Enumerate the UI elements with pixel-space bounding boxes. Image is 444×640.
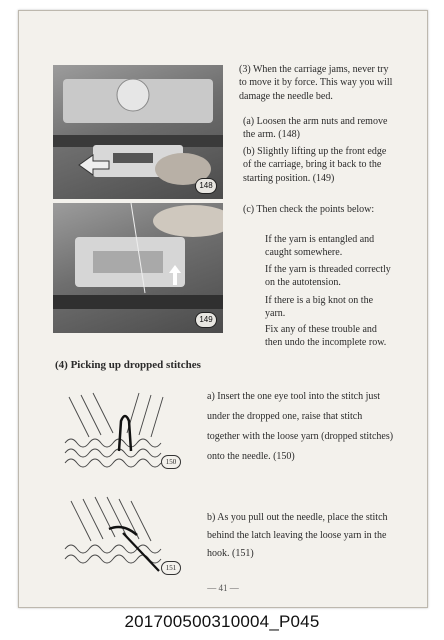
step4-a-text: a) Insert the one eye tool into the stitch just under the dropped one, raise that stitch together with the loose yarn (dropped stitches) onto the needle. (150) bbox=[207, 391, 394, 462]
step3-c2-text: If the yarn is threaded correctly on the autotension. bbox=[265, 264, 391, 289]
section4-heading bbox=[55, 359, 355, 372]
step3-intro-text: (3) When the carriage jams, never try to move it by force. This way you will damage the needle bed. bbox=[239, 64, 393, 102]
image-caption: 201700500310004_P045 bbox=[124, 612, 320, 631]
figure-label-151 bbox=[161, 561, 181, 575]
step3-c1-text: If the yarn is entangled and caught somewhere. bbox=[265, 234, 375, 259]
step3-c1 bbox=[265, 233, 395, 260]
step4-b-text: b) As you pull out the needle, place the stitch behind the latch leaving the loose yarn in the hook. (151) bbox=[207, 512, 388, 559]
figure-label-150-text: 150 bbox=[165, 458, 177, 466]
step3-c bbox=[243, 203, 395, 216]
step3-intro bbox=[239, 63, 395, 103]
book-page bbox=[18, 10, 428, 608]
step3-c4-text: Fix any of these trouble and then undo the incomplete row. bbox=[265, 324, 387, 349]
section4-heading-text: (4) Picking up dropped stitches bbox=[55, 359, 201, 371]
page-number: — 41 — bbox=[207, 583, 239, 593]
step3-a-text: (a) Loosen the arm nuts and remove the arm. (148) bbox=[243, 116, 388, 141]
step3-c4 bbox=[265, 323, 395, 350]
photo-carriage-lifting bbox=[53, 203, 223, 333]
step4-a bbox=[207, 387, 395, 467]
photo-carriage-arm-removal bbox=[53, 65, 223, 199]
step3-a bbox=[243, 115, 395, 142]
step3-c-text: (c) Then check the points below: bbox=[243, 204, 375, 215]
step4-b bbox=[207, 509, 395, 563]
figure-label-151-text: 151 bbox=[165, 564, 177, 572]
step3-b bbox=[243, 145, 395, 185]
step3-c2 bbox=[265, 263, 395, 290]
step3-c3 bbox=[265, 294, 395, 321]
figure-label-150 bbox=[161, 455, 181, 469]
step3-b-text: (b) Slightly lifting up the front edge of the carriage, bring it back to the starting position. (149) bbox=[243, 146, 387, 184]
step3-c3-text: If there is a big knot on the yarn. bbox=[265, 295, 374, 320]
figure-number-148: 148 bbox=[195, 178, 217, 194]
figure-number-149: 149 bbox=[195, 312, 217, 328]
